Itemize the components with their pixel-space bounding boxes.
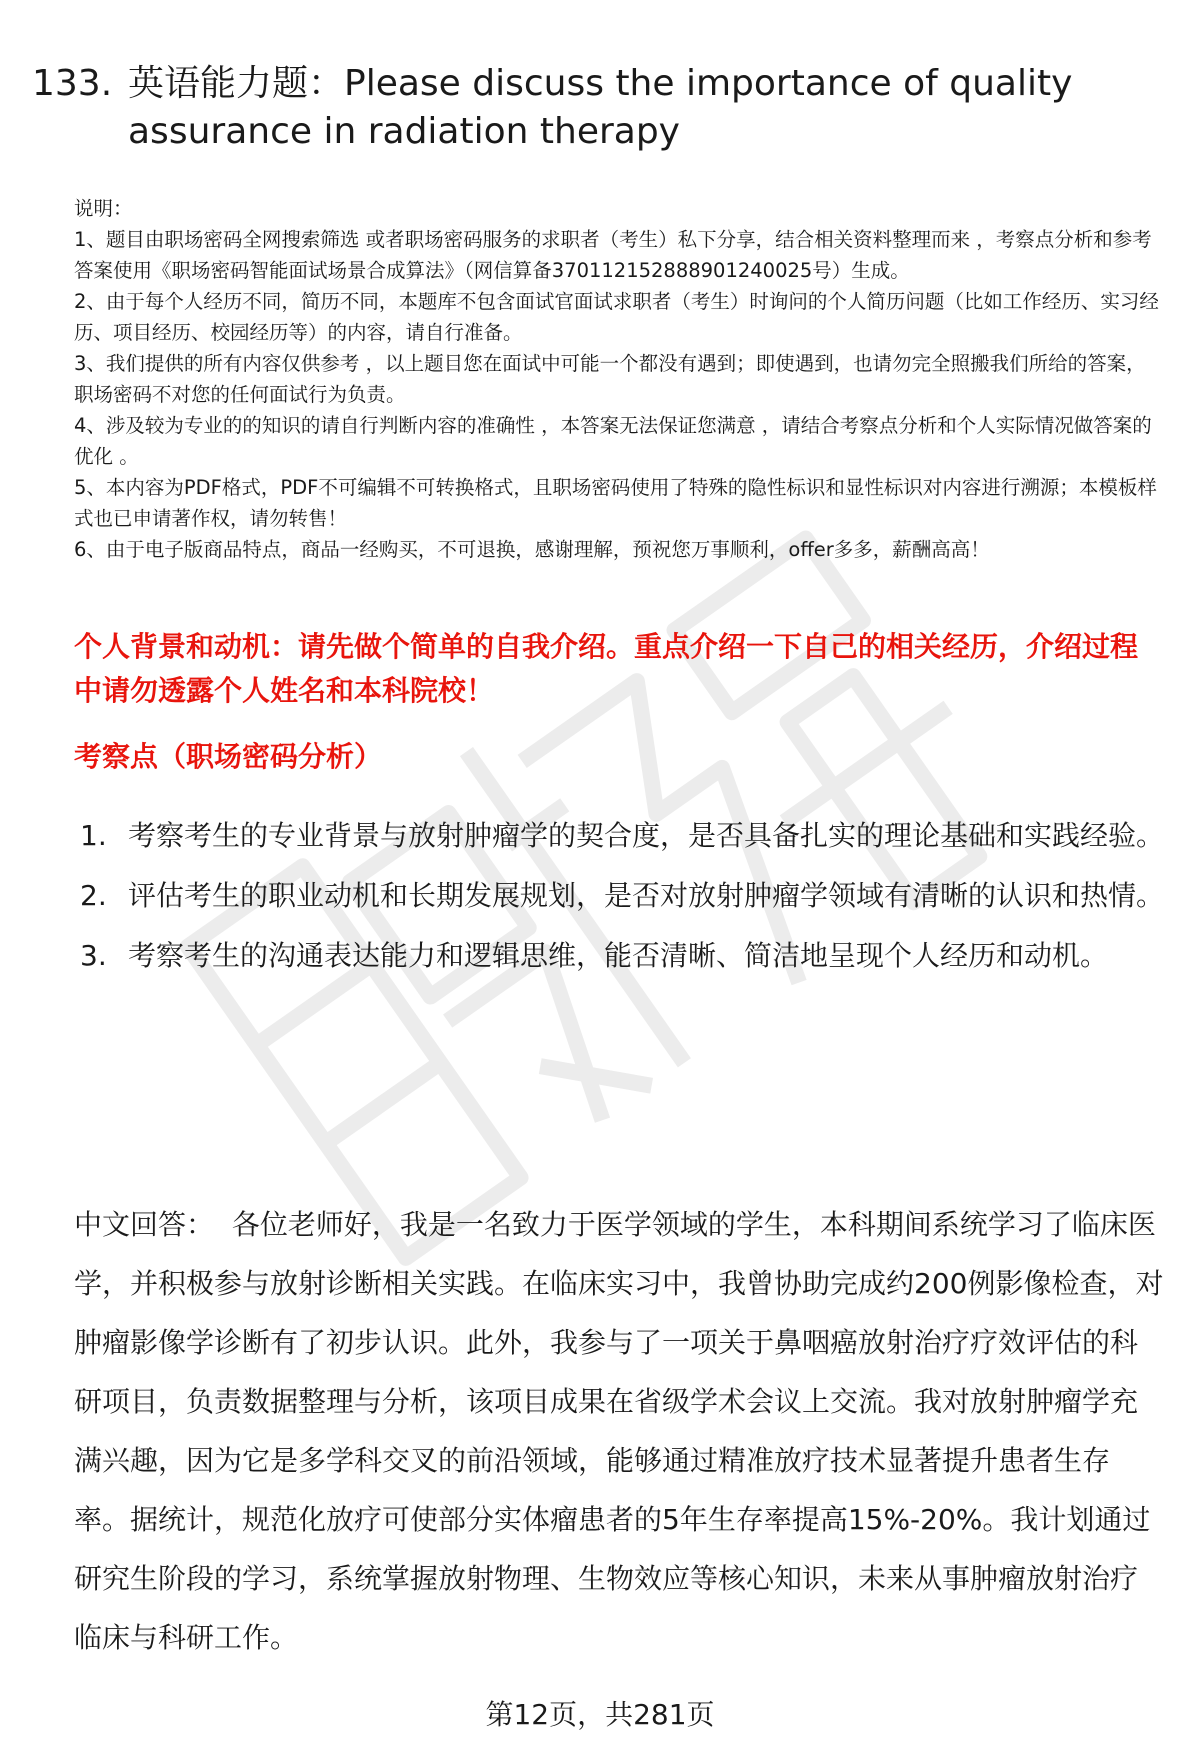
point-number: 1. bbox=[80, 819, 107, 852]
notes-section bbox=[74, 193, 1164, 565]
point-number: 2. bbox=[80, 879, 107, 912]
point-text: 考察考生的专业背景与放射肿瘤学的契合度，是否具备扎实的理论基础和实践经验。 bbox=[128, 819, 1165, 852]
note-item: 4、涉及较为专业的的知识的请自行判断内容的准确性 ，本答案无法保证您满意 ，请结合考察点分析和个人实际情况做答案的优化 。 bbox=[74, 414, 1152, 468]
answer-paragraph bbox=[74, 1195, 1164, 1667]
note-item: 3、我们提供的所有内容仅供参考 ，以上题目您在面试中可能一个都没有遇到；即使遇到，也请勿完全照搬我们所给的答案，职场密码不对您的任何面试行为负责。 bbox=[74, 352, 1146, 406]
question-number: 133. bbox=[32, 63, 113, 104]
note-item: 1、题目由职场密码全网搜索筛选 或者职场密码服务的求职者（考生）私下分享，结合相关资料整理而来 ，考察点分析和参考答案使用《职场密码智能面试场景合成算法》（网信算备370112152888901240025号）生成。 bbox=[74, 228, 1152, 282]
question-text: 英语能力题：Please discuss the importance of quality assurance in radiation therapy bbox=[128, 63, 1073, 152]
answer-label: 中文回答： bbox=[74, 1208, 215, 1241]
note-item: 6、由于电子版商品特点，商品一经购买，不可退换，感谢理解，预祝您万事顺利，offer多多，薪酬高高！ bbox=[74, 538, 990, 561]
sub-question: 个人背景和动机：请先做个简单的自我介绍。重点介绍一下自己的相关经历，介绍过程中请勿透露个人姓名和本科院校！ bbox=[74, 630, 1139, 707]
analysis-points bbox=[80, 806, 1170, 986]
note-item: 2、由于每个人经历不同，简历不同，本题库不包含面试官面试求职者（考生）时询问的个人简历问题（比如工作经历、实习经历、项目经历、校园经历等）的内容，请自行准备。 bbox=[74, 290, 1159, 344]
question-title bbox=[32, 60, 1152, 156]
point-text: 考察考生的沟通表达能力和逻辑思维，能否清晰、简洁地呈现个人经历和动机。 bbox=[128, 939, 1109, 972]
answer-text: 各位老师好，我是一名致力于医学领域的学生，本科期间系统学习了临床医学，并积极参与放射诊断相关实践。在临床实习中，我曾协助完成约200例影像检查，对肿瘤影像学诊断有了初步认识。此外，我参与了一项关于鼻咽癌放射治疗疗效评估的科研项目，负责数据整理与分析，该项目成果在省级学术会议上交流。我对放射肿瘤学充满兴趣，因为它是多学科交叉的前沿领域，能够通过精准放疗技术显著提升患者生存率。据统计，规范化放疗可使部分实体瘤患者的5年生存率提高15%-20%。我计划通过研究生阶段的学习，系统掌握放射物理、生物效应等核心知识，未来从事肿瘤放射治疗临床与科研工作。 bbox=[74, 1208, 1164, 1654]
list-item bbox=[80, 866, 1170, 926]
notes-heading: 说明： bbox=[74, 197, 133, 220]
list-item bbox=[80, 806, 1170, 866]
note-item: 5、本内容为PDF格式，PDF不可编辑不可转换格式，且职场密码使用了特殊的隐性标识和显性标识对内容进行溯源；本模板样式也已申请著作权，请勿转售！ bbox=[74, 476, 1157, 530]
list-item bbox=[80, 926, 1170, 986]
point-number: 3. bbox=[80, 939, 107, 972]
point-text: 评估考生的职业动机和长期发展规划，是否对放射肿瘤学领域有清晰的认识和热情。 bbox=[128, 879, 1165, 912]
page-indicator: 第12页，共281页 bbox=[485, 1698, 715, 1731]
analysis-title: 考察点（职场密码分析） bbox=[74, 740, 383, 773]
